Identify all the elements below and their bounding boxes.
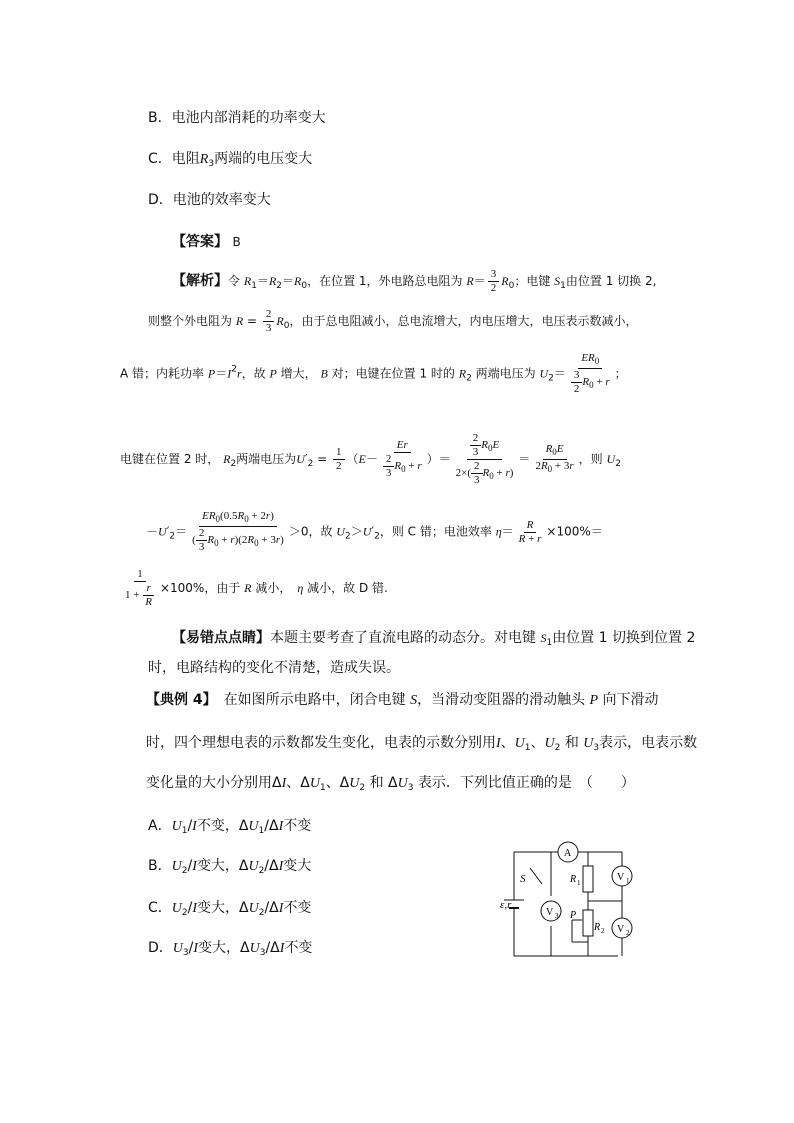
analysis-line-2: 则整个外电阻为 R = $\frac{2}{3}$ $R_0$，由于总电阻减小，总电流增大，内电压增大，电压表示数减小， bbox=[148, 308, 638, 334]
analysis-line-5: $-U'_2=$ $ER_0(0.5R_0 + 2r)$ ( $\frac{2}{3}$ $R_0 + r)(2R_0 + 3r)$ ＞0，故 $U_2>U'_2$，则 C 错；电池效率 η＝ $\frac{R}{R + r}$ ×100%＝ bbox=[146, 510, 603, 553]
svg-text:2: 2 bbox=[601, 927, 605, 935]
example-line-3: 变化量的大小分别用ΔI、$\Delta U_1$、$\Delta U_2$ 和 $\Delta U_3$ 表示．下列比值正确的是 （ ） bbox=[146, 775, 635, 793]
analysis-line-1: 【解析】令 $R_1=R_2=R_0$，在位置 1，外电路总电阻为 R＝ $\frac{3}{2}$ $R_0$；电键 $S_1$由位置 1 切换 2, bbox=[172, 268, 657, 294]
tip-line-2: 时，电路结构的变化不清楚，造成失误。 bbox=[148, 660, 400, 676]
svg-text:1: 1 bbox=[626, 877, 630, 885]
tip-line-1: 【易错点点睛】本题主要考查了直流电路的动态分。对电键 $S_1$由位置 1 切换到位置 2 bbox=[172, 630, 696, 648]
ammeter-label: A bbox=[564, 848, 572, 859]
analysis-line-3: A 错；内耗功率 $P=I^2r$，故 P 增大， B 对；电键在位置 1 时的 $R_2$ 两端电压为 $U_2=$ $ER_0$ $\frac{3}{2}$ $R_0 + r$ ； bbox=[120, 352, 627, 395]
svg-text:1: 1 bbox=[577, 879, 581, 887]
source-label: ε,r bbox=[500, 899, 512, 911]
example-line-2: 时，四个理想电表的示数都发生变化，电表的示数分别用I、$U_1$、$U_2$ 和 $U_3$表示，电表示数 bbox=[146, 735, 698, 753]
example-option-b: B．$U_2/I$变大，$\Delta U_2/\Delta I$变大 bbox=[148, 858, 312, 876]
v1-label: V bbox=[617, 872, 625, 883]
option-c: C．电阻$R_3$两端的电压变大 bbox=[148, 151, 313, 169]
example-option-d: D．$U_3/I$变大，$\Delta U_3/\Delta I$不变 bbox=[148, 940, 313, 958]
r2-label: R bbox=[594, 922, 601, 933]
option-b: B．电池内部消耗的功率变大 bbox=[148, 110, 326, 126]
example-option-a: A．$U_1/I$不变，$\Delta U_1/\Delta I$不变 bbox=[148, 818, 312, 836]
switch-blade bbox=[530, 868, 542, 884]
resistor-r1 bbox=[583, 866, 593, 892]
svg-text:3: 3 bbox=[555, 912, 559, 920]
svg-text:2: 2 bbox=[626, 929, 630, 937]
v2-label: V bbox=[617, 924, 625, 935]
example-option-c: C．$U_2/I$变大，$\Delta U_2/\Delta I$不变 bbox=[148, 900, 312, 918]
analysis-line-6: 1 1 + $\frac{r}{R}$ ×100%，由于 R 减小， η 减小，故 D 错. bbox=[125, 568, 388, 608]
r1-label: R bbox=[570, 874, 577, 885]
answer-line: 【答案】 B bbox=[172, 234, 241, 250]
circuit-diagram bbox=[476, 838, 656, 968]
option-d: D．电池的效率变大 bbox=[148, 192, 271, 208]
v3-label: V bbox=[546, 907, 554, 918]
resistor-r2 bbox=[583, 910, 593, 936]
example-line-1: 【典例 4】 在如图所示电路中，闭合电键 S，当滑动变阻器的滑动触头 P 向下滑动 bbox=[146, 692, 659, 708]
analysis-line-4: 电键在位置 2 时， $R_2$两端电压为$U'_2$ = $\frac{1}{2}$ （E－ Er $\frac{2}{3}$ $R_0 + r$ ）＝ $\frac{2}{3}$ $R_0E$ 2×( $\frac{2}{3}$ $R_0 + r$) ＝ $\frac{R_0E}{2R_0 + 3r}$ ，则 $U_2$ bbox=[120, 432, 621, 486]
switch-label: S bbox=[520, 873, 526, 885]
slider-label: P bbox=[570, 910, 577, 921]
